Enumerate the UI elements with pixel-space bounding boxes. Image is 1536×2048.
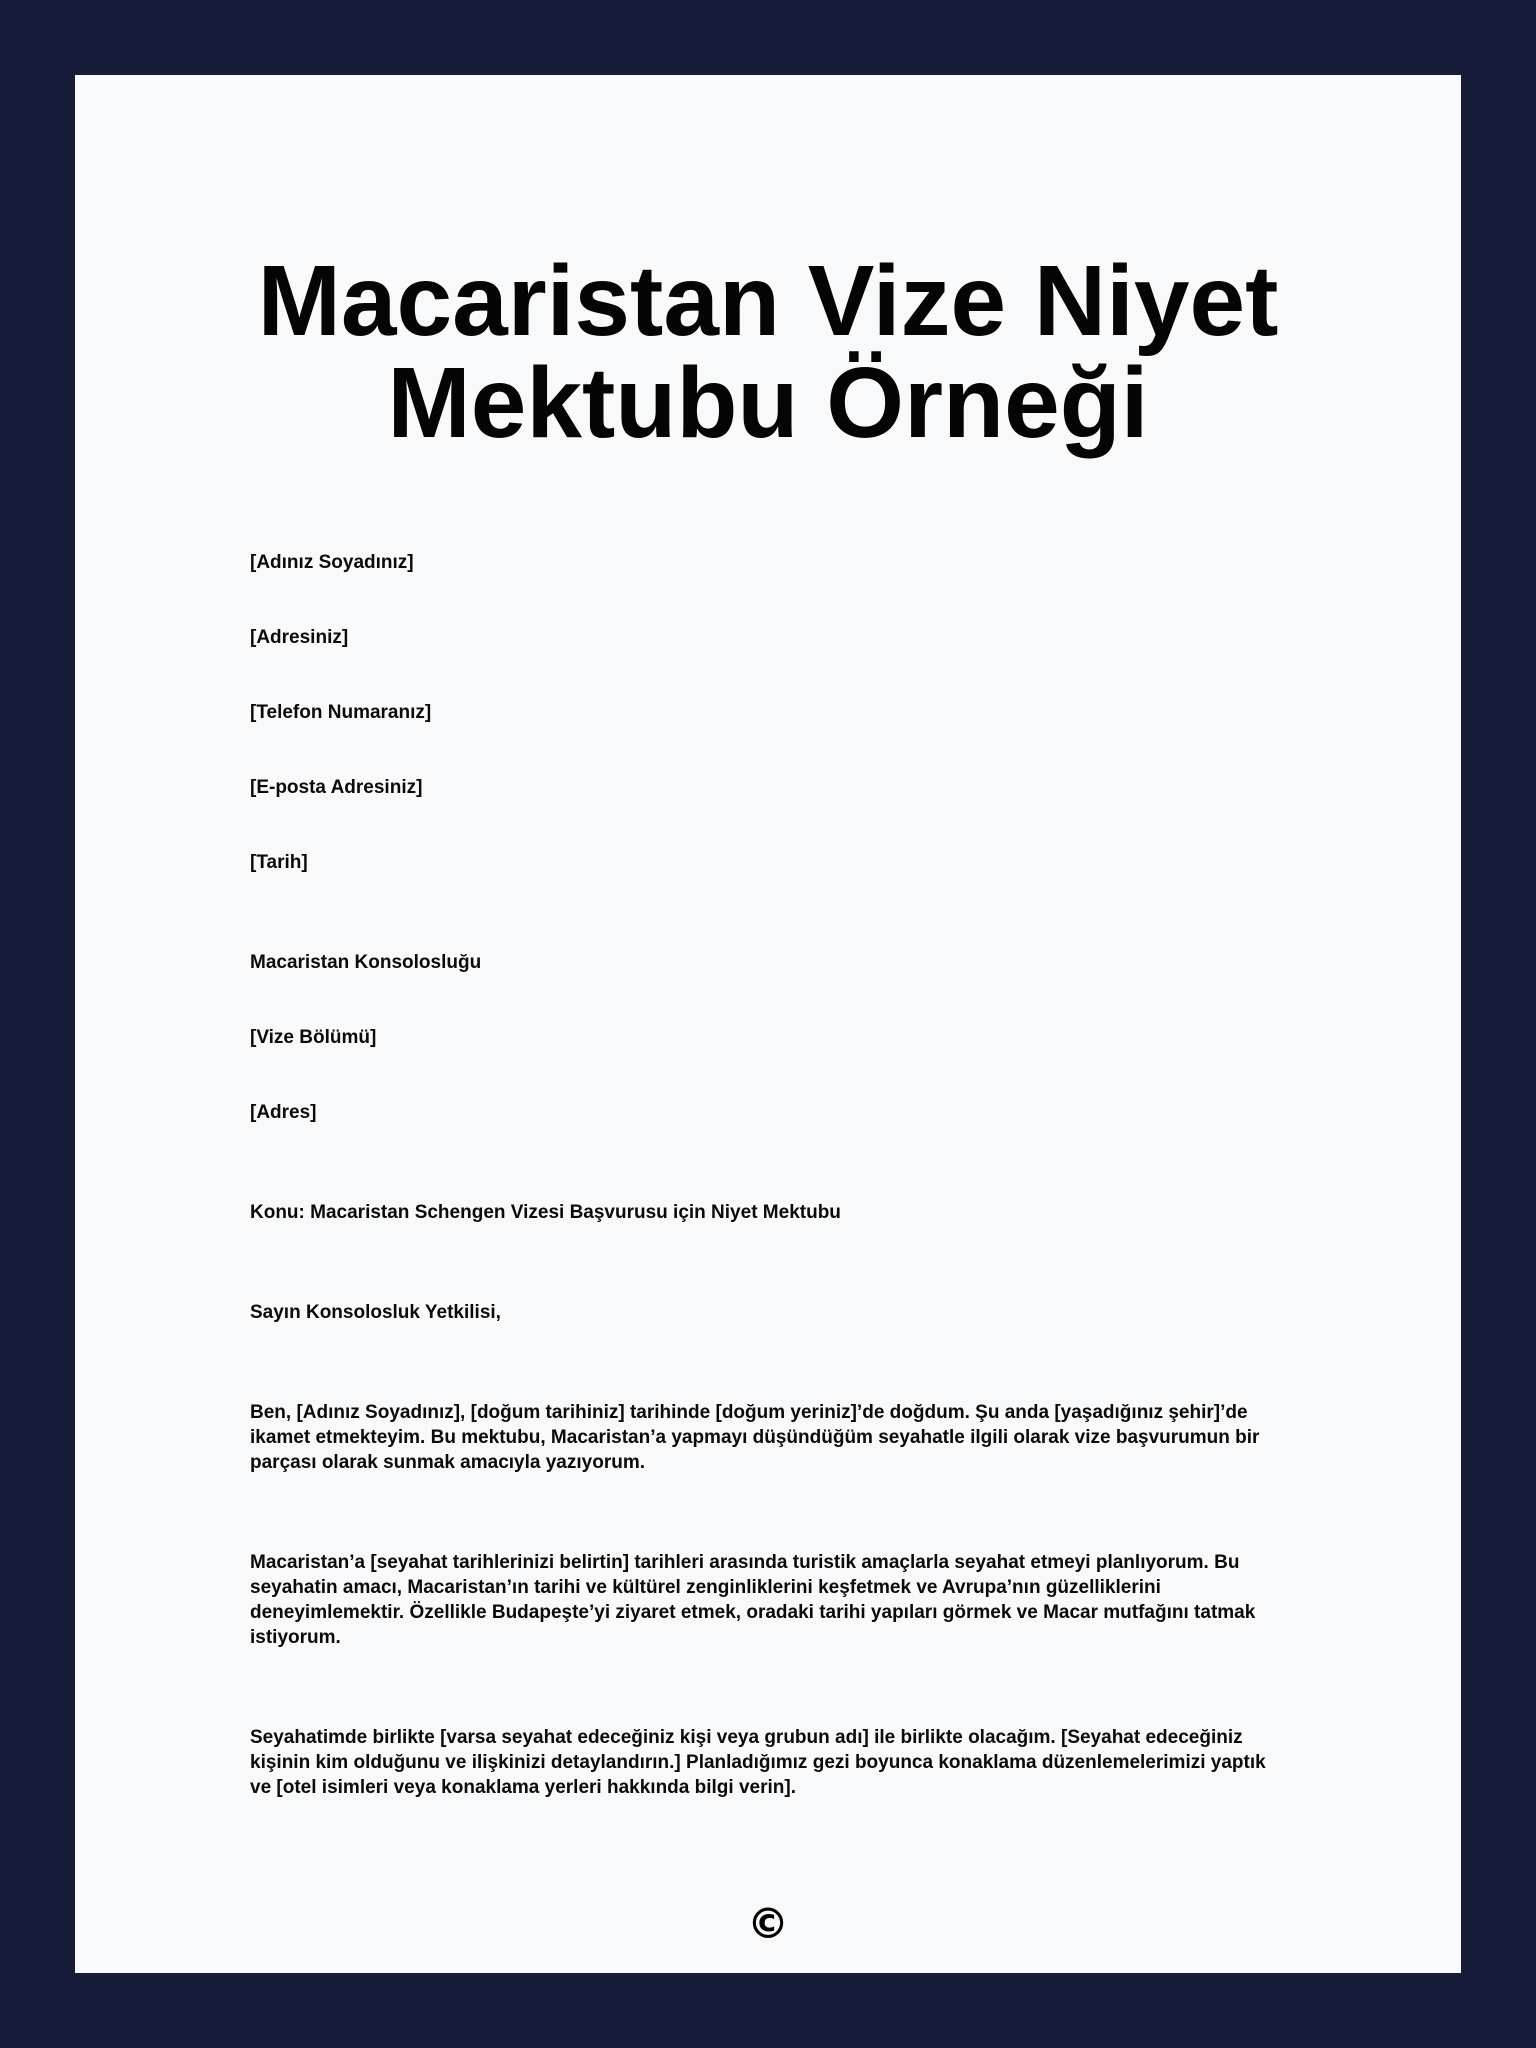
title-line-2: Mektubu Örneği: [387, 347, 1149, 459]
body-paragraph-3: Seyahatimde birlikte [varsa seyahat edeceğiniz kişi veya grubun adı] ile birlikte olacağım. [Seyahat edeceğiniz kişinin kim olduğunu ve ilişkinizi detaylandırın.] Planladığımız gezi boyunca konaklama düzenlemelerimizi yaptık ve [otel isimleri veya konaklama yerleri hakkında bilgi verin].: [250, 1727, 1266, 1798]
recipient-department: [Vize Bölümü]: [250, 1027, 377, 1048]
sender-email: [E-posta Adresiniz]: [250, 777, 423, 798]
body-paragraph-1: Ben, [Adınız Soyadınız], [doğum tarihiniz] tarihinde [doğum yeriniz]’de doğdum. Şu anda [yaşadığınız şehir]’de ikamet etmekteyim. Bu mektubu, Macaristan’a yapmayı düşündüğüm seyahatle ilgili olarak vize başvurumun bir parçası olarak sunmak amacıyla yazıyorum.: [250, 1402, 1260, 1473]
sender-address: [Adresiniz]: [250, 627, 349, 648]
document-title: [75, 245, 1461, 459]
copyright-icon: ©: [747, 1899, 789, 1948]
body-paragraph-2: Macaristan’a [seyahat tarihlerinizi belirtin] tarihleri arasında turistik amaçlarla seyahat etmeyi planlıyorum. Bu seyahatin amacı, Macaristan’ın tarihi ve kültürel zenginliklerini keşfetmek ve Avrupa’nın güzelliklerini deneyimlemektir. Özellikle Budapeşte’yi ziyaret etmek, oradaki tarihi yapıları görmek ve Macar mutfağını tatmak istiyorum.: [250, 1552, 1256, 1648]
recipient-address: [Adres]: [250, 1102, 317, 1123]
sender-phone: [Telefon Numaranız]: [250, 702, 432, 723]
sender-name: [Adınız Soyadınız]: [250, 552, 414, 573]
document-page: [75, 75, 1461, 1973]
letter-salutation: Sayın Konsolosluk Yetkilisi,: [250, 1302, 501, 1323]
recipient-name: Macaristan Konsolosluğu: [250, 952, 482, 973]
letter-subject: Konu: Macaristan Schengen Vizesi Başvurusu için Niyet Mektubu: [250, 1202, 841, 1223]
letter-date: [Tarih]: [250, 852, 308, 873]
title-line-1: Macaristan Vize Niyet: [257, 245, 1279, 357]
